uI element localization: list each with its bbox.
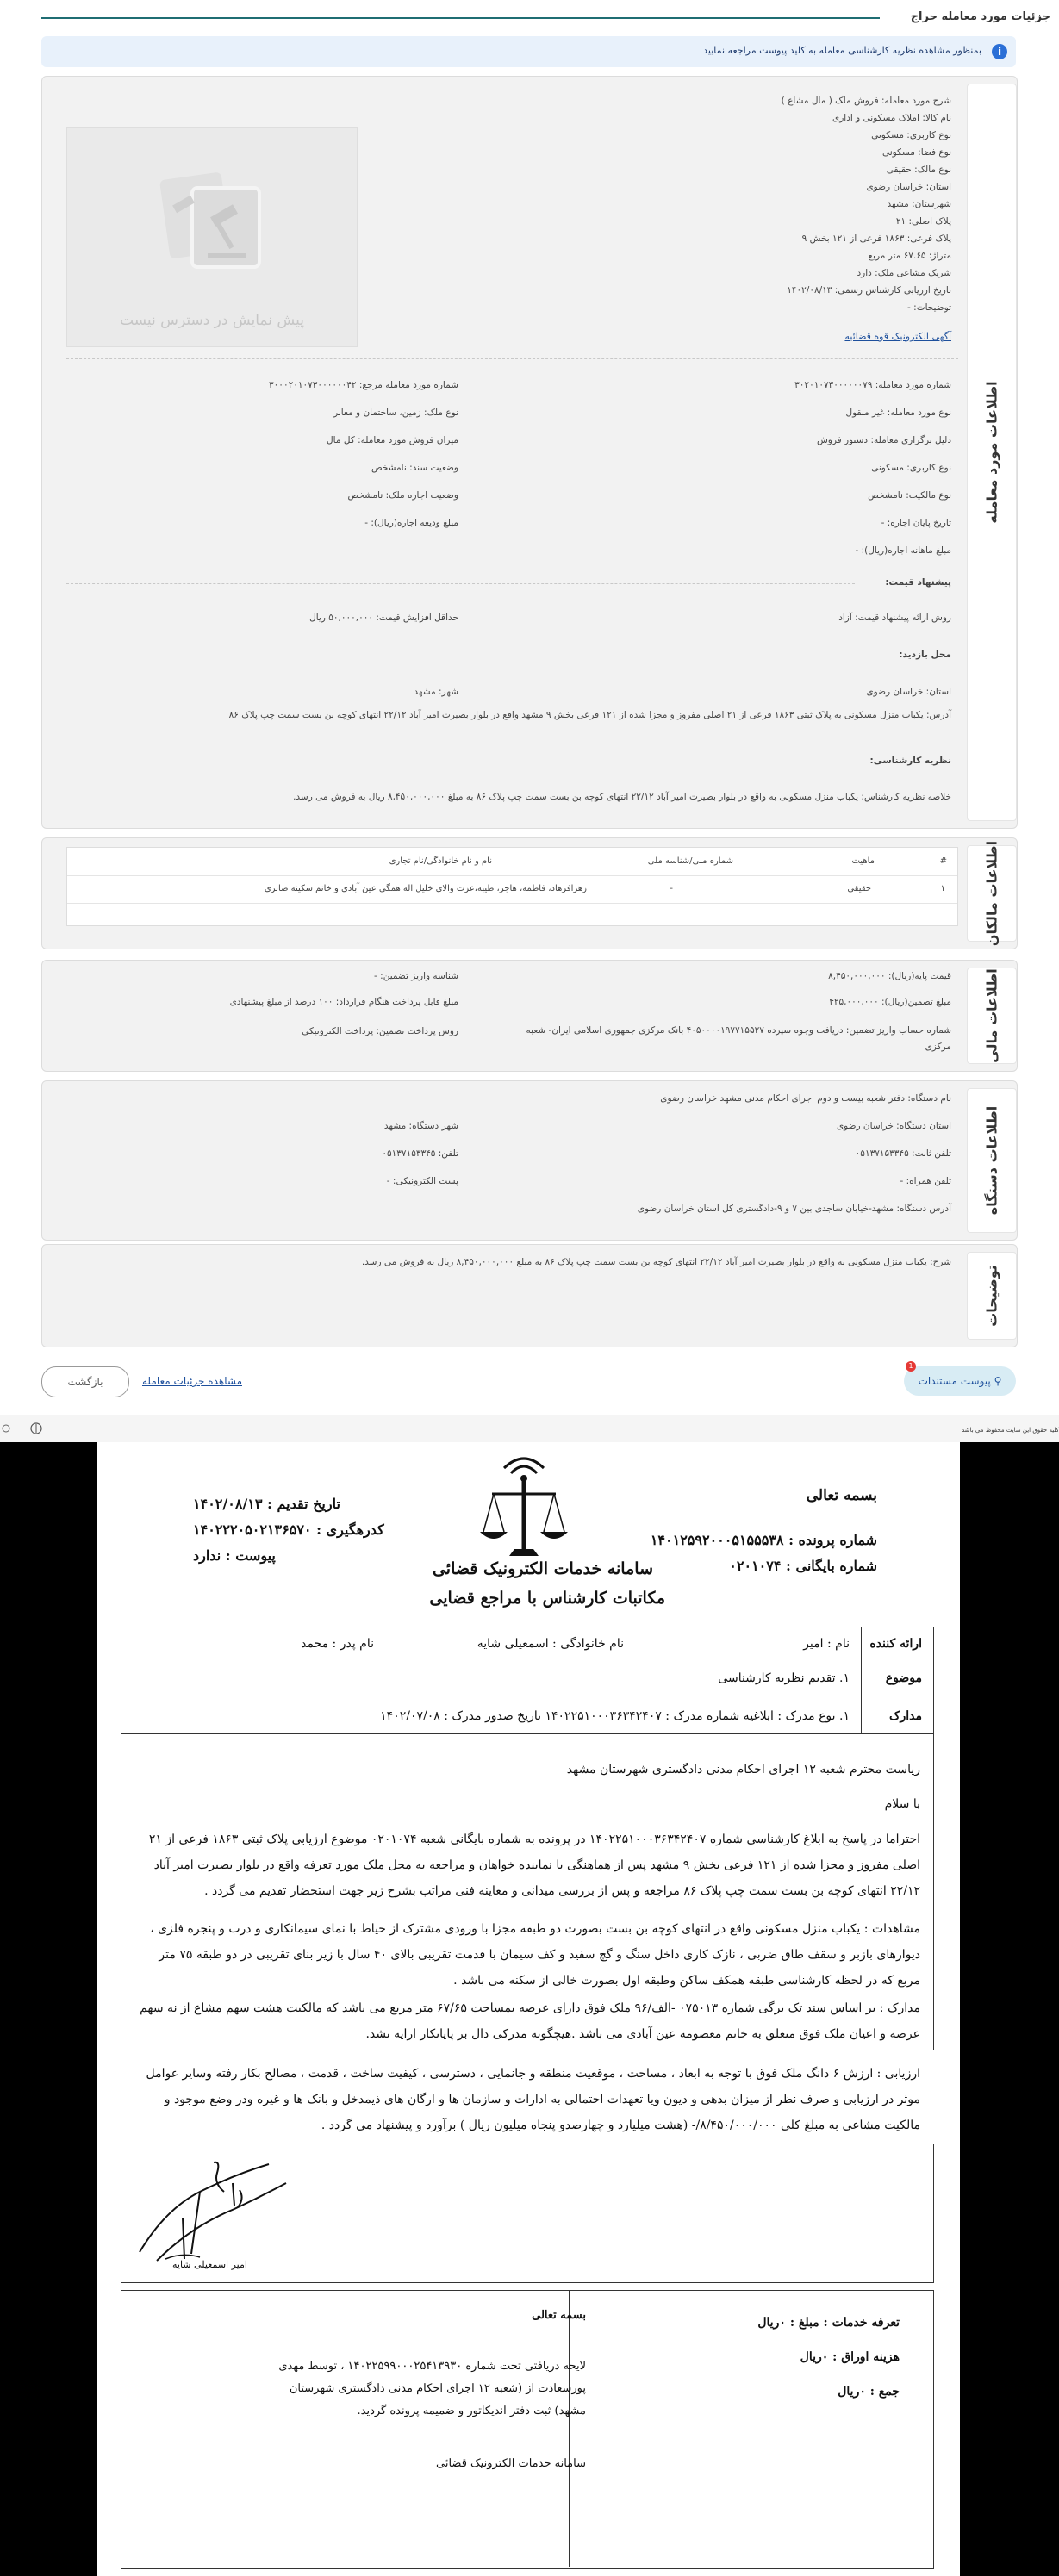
offer-section-title: پیشنهاد قیمت: [885, 577, 951, 588]
doc-receipt-footer: سامانه خدمات الکترونیک قضائی [436, 2457, 586, 2470]
expert-report-document [97, 1442, 960, 2576]
doc-fee-service: تعرفه خدمات : مبلغ : ۰ریال [757, 2316, 900, 2330]
deal-summary-field-3: نوع کاربری: مسکونی [871, 130, 951, 140]
deal-summary-field-4: نوع فضا: مسکونی [881, 147, 951, 158]
expert-summary: خلاصه نظریه کارشناس: یکباب منزل مسکونی به واقع در بلوار بصیرت امیر آباد ۲۲/۱۲ انتهای کوچه بن بست سمت چپ پلاک ۸۶ به مبلغ ۸,۴۵۰,۰۰۰,۰۰۰ ریال به فروش می رسد. [293, 792, 951, 802]
bond-payment-method: روش پرداخت تضمین: پرداخت الکترونیکی [302, 1026, 458, 1036]
deal-summary-field-11: شریک مشاعی ملک: دارد [857, 268, 951, 278]
auction-gavel-icon [147, 157, 277, 286]
footer-strip [0, 1415, 1059, 1442]
copyright-note: کلیه حقوق این سایت محفوظ می باشد [962, 1427, 1059, 1434]
emblem-icon [29, 1422, 43, 1435]
back-button[interactable]: بازگشت [41, 1366, 129, 1397]
deal-field-right-6: تاریخ پایان اجاره: - [881, 518, 951, 528]
attachment-notice [41, 36, 1016, 67]
doc-fee-total: جمع : ۰ریال [838, 2385, 900, 2399]
scales-of-justice-icon [477, 1454, 571, 1566]
breadcrumb-title: جزئیات مورد معامله حراج [910, 10, 1050, 23]
action-bar [41, 1363, 1016, 1397]
doc-provider-name: نام : امیر [803, 1637, 850, 1651]
deal-info-panel [41, 76, 1018, 829]
deal-summary-field-9: پلاک فرعی: ۱۸۶۳ فرعی از ۱۲۱ بخش ۹ [801, 233, 951, 244]
base-price: قیمت پایه(ریال): ۸,۴۵۰,۰۰۰,۰۰۰ [828, 971, 951, 981]
paperclip-icon: ⚲ [994, 1375, 1002, 1387]
owners-row-type: حقیقی [847, 884, 871, 893]
deal-field-left-6: مبلغ ودیعه اجاره(ریال): - [364, 518, 458, 528]
judiciary-ad-link[interactable]: آگهی الکترونیک قوه قضائیه [844, 331, 951, 342]
settings-icon [2, 1424, 10, 1433]
doc-archive-number: شماره بایگانی : ۰۲۰۱۰۷۴ [729, 1558, 877, 1574]
deal-field-right-1: شماره مورد معامله: ۳۰۲۰۱۰۷۳۰۰۰۰۰۰۷۹ [794, 380, 951, 390]
deal-summary-field-12: تاریخ ارزیابی کارشناس رسمی: ۱۴۰۲/۰۸/۱۳ [787, 285, 951, 296]
doc-case-number: شماره پرونده : ۱۴۰۱۲۵۹۲۰۰۰۵۱۵۵۵۳۸ [650, 1532, 877, 1548]
device-province: استان دستگاه: خراسان رضوی [836, 1121, 951, 1131]
owners-row-national-id: - [670, 884, 673, 893]
doc-provider-father: نام پدر : محمد [301, 1637, 374, 1651]
owners-panel [41, 837, 1018, 949]
visit-address: آدرس: یکباب منزل مسکونی به پلاک ثبتی ۱۸۶۳ فرعی از ۲۱ اصلی مفروز و مجزا شده از ۱۲۱ فرعی بخش ۹ مشهد واقع در بلوار بصیرت امیر آباد ۲۲/۱۲ انتهای کوچه بن بست سمت چپ پلاک ۸۶ [228, 710, 951, 720]
doc-attachment: پیوست : ندارد [193, 1547, 276, 1564]
doc-system-name: سامانه خدمات الکترونیک قضائی [432, 1559, 653, 1578]
device-panel [41, 1080, 1018, 1241]
device-city: شهر دستگاه: مشهد [383, 1121, 458, 1131]
deal-field-right-5: نوع مالکیت: نامشخص [868, 490, 951, 501]
bond-id: شناسه واریز تضمین: - [374, 971, 458, 981]
deal-field-left-3: میزان فروش مورد معامله: کل مال [327, 435, 458, 445]
financial-panel [41, 960, 1018, 1072]
deal-field-left-2: نوع ملک: زمین، ساختمان و معابر [333, 408, 458, 418]
doc-basmala: بسمه تعالی [806, 1487, 877, 1504]
breadcrumb [0, 0, 1059, 38]
offer-min-increase: حداقل افزایش قیمت: ۵۰,۰۰۰,۰۰۰ ریال [309, 613, 458, 623]
handwritten-signature [131, 2157, 303, 2269]
doc-documents-value: ۱. نوع مدرک : ابلاغیه شماره مدرک : ۱۴۰۲۲۵۱۰۰۰۳۶۳۴۲۴۰۷ تاریخ صدور مدرک : ۱۴۰۲/۰۷/۰۸ [380, 1709, 850, 1723]
deal-summary-field-8: پلاک اصلی: ۲۱ [895, 216, 951, 227]
deal-field-left-1: شماره مورد معامله مرجع: ۳۰۰۰۲۰۱۰۷۳۰۰۰۰۰۰۴۲ [269, 380, 458, 390]
tab-owners[interactable]: اطلاعات مالکان [967, 845, 1017, 942]
doc-greeting: با سلام [884, 1797, 920, 1811]
device-name: نام دستگاه: دفتر شعبه بیست و دوم اجرای احکام مدنی مشهد خراسان رضوی [660, 1093, 951, 1104]
divider [66, 583, 855, 584]
doc-receipt-text: لایحه دریافتی تحت شماره ۱۴۰۲۲۵۹۹۰۰۰۲۵۴۱۳۹۳۰ ، توسط مهدی پورسعادت از (شعبه ۱۲ اجرای احکام مدنی دادگستری شهرستان مشهد) ثبت دفتر اندیکاتور و ضمیمه پرونده گردید. [278, 2360, 586, 2417]
breadcrumb-divider [41, 17, 880, 19]
deal-field-left-4: وضعیت سند: نامشخص [371, 463, 458, 473]
owners-table [66, 847, 958, 926]
owners-row-index: ۱ [940, 884, 945, 893]
doc-system-subtitle: مکاتبات کارشناس با مراجع قضایی [429, 1589, 665, 1608]
owners-header-national-id: شماره ملی/شناسه ملی [647, 856, 733, 866]
deal-field-right-3: دلیل برگزاری معامله: دستور فروش [816, 435, 951, 445]
device-phone: تلفن ثابت: ۰۵۱۳۷۱۵۳۳۴۵ [855, 1148, 951, 1159]
attachments-button[interactable] [904, 1362, 1016, 1396]
property-photo-placeholder [66, 127, 358, 347]
tab-description[interactable]: توضیحات [967, 1252, 1017, 1340]
divider [66, 358, 958, 359]
bond-account: شماره حساب واریز تضمین: دریافت وجوه سپرده ۴۰۵۰۰۰۰۱۹۷۷۱۵۵۲۷ بانک مرکزی جمهوری اسلامی ایران- شعبه مرکزی [526, 1025, 951, 1052]
photo-unavailable-caption: پیش نمایش در دسترس نیست [120, 312, 304, 329]
device-address: آدرس دستگاه: مشهد-خیابان ساجدی بین ۷ و ۹-دادگستری کل استان خراسان رضوی [637, 1204, 951, 1214]
doc-salutation: ریاست محترم شعبه ۱۲ اجرای احکام مدنی دادگستری شهرستان مشهد [566, 1763, 920, 1776]
deal-summary-field-5: نوع مالک: حقیقی [886, 165, 951, 175]
device-mobile: تلفن همراه: - [900, 1176, 951, 1186]
visit-city: شهر: مشهد [414, 687, 458, 697]
deal-summary-field-10: متراژ: ۶۷.۶۵ متر مربع [868, 251, 951, 261]
description-text: شرح: یکباب منزل مسکونی به واقع در بلوار بصیرت امیر آباد ۲۲/۱۲ انتهای کوچه بن بست سمت چپ پلاک ۸۶ به مبلغ ۸,۴۵۰,۰۰۰,۰۰۰ ریال به فروش می رسد. [361, 1257, 951, 1267]
info-icon: i [992, 44, 1007, 59]
deal-summary-field-1: شرح مورد معامله: فروش ملک ( مال مشاع ) [781, 96, 951, 106]
deal-summary-field-2: نام کالا: املاک مسکونی و اداری [832, 113, 951, 123]
payment-on-contract: مبلغ قابل پرداخت هنگام قرارداد: ۱۰۰ درصد از مبلغ پیشنهادی [229, 997, 458, 1007]
owners-header-type: ماهیت [851, 856, 875, 866]
doc-paragraph-documents: مدارک : بر اساس سند تک برگی شماره ۰۷۵۰۱۳ -الف/۹۶ ملک فوق دارای عرصه بمساحت ۶۷/۶۵ متر مربع می باشد که مالکیت هشت سهم مشاع از نه سهم عرصه و اعیان ملک فوق متعلق به خانم معصومه عین آبادی می باشد .هیچگونه مدرکی دال بر پایانکار ارایه نشد. [140, 2001, 920, 2041]
deal-summary-field-6: استان: خراسان رضوی [866, 182, 951, 192]
doc-receipt-basmala: بسمه تعالی [532, 2309, 586, 2322]
owners-row-name: زهرافرهاد، فاطمه، هاجر، طیبه،عزت والای خلیل اله همگی عین آبادی و خانم سکینه صابری [264, 884, 587, 893]
doc-subject-label: موضوع [885, 1671, 922, 1685]
deal-field-left-5: وضعیت اجاره ملک: نامشخص [347, 490, 458, 501]
owners-header-index: # [939, 856, 947, 866]
device-fax: تلفن: ۰۵۱۳۷۱۵۳۳۴۵ [382, 1148, 458, 1159]
visit-section-title: محل بازدید: [899, 650, 951, 660]
tab-deal-info[interactable]: اطلاعات مورد معامله [967, 84, 1017, 821]
deal-field-right-4: نوع کاربری: مسکونی [871, 463, 951, 473]
offer-method: روش ارائه پیشنهاد قیمت: آزاد [838, 613, 951, 623]
deal-summary-field-7: شهرستان: مشهد [887, 199, 951, 209]
deal-summary-field-13: توضیحات: - [907, 302, 951, 313]
expert-section-title: نظریه کارشناسی: [869, 756, 951, 766]
doc-provider-family: نام خانوادگی : اسمعیلی شایه [477, 1637, 624, 1651]
doc-documents-label: مدارک [888, 1709, 922, 1723]
device-email: پست الکترونیکی: - [386, 1176, 458, 1186]
doc-signer-name: امیر اسمعیلی شایه [172, 2259, 247, 2270]
deal-details-link[interactable]: مشاهده جزئیات معامله [142, 1375, 242, 1387]
deal-field-right-2: نوع مورد معامله: غیر منقول [845, 408, 951, 418]
doc-paragraph-intro: احتراما در پاسخ به ابلاغ کارشناسی شماره ۱۴۰۲۲۵۱۰۰۰۳۶۳۴۲۴۰۷ در پرونده به شماره بایگانی شعبه ۰۲۰۱۰۷۴ موضوع ارزیابی پلاک ثبتی ۱۸۶۳ فرعی از ۲۱ اصلی مفروز و مجزا شده از ۱۲۱ فرعی بخش ۹ مشهد پس از هماهنگی با نماینده خواهان و مراجعه به محل ملک مورد تعرفه واقع در بلوار بصیرت امیر آباد ۲۲/۱۲ انتهای کوچه بن بست سمت چپ پلاک ۸۶ مراجعه و پس از بررسی میدانی و معاینه فنی مراتب بشرح زیر جهت استحضار تقدیم می گردد . [148, 1832, 920, 1898]
doc-receipt-frame [121, 2290, 934, 2569]
tab-device[interactable]: اطلاعات دستگاه [967, 1088, 1017, 1233]
deal-field-right-7: مبلغ ماهانه اجاره(ریال): - [855, 545, 951, 556]
owners-header-name: نام و نام خانوادگی/نام تجاری [389, 856, 492, 866]
doc-provider-label: ارائه کننده [869, 1637, 922, 1651]
visit-province: استان: خراسان رضوی [866, 687, 951, 697]
doc-fee-paper: هزینه اوراق : ۰ریال [800, 2350, 900, 2364]
doc-subject-value: ۱. تقدیم نظریه کارشناسی [718, 1671, 850, 1685]
doc-paragraph-valuation: ارزیابی : ارزش ۶ دانگ ملک فوق با توجه به ابعاد ، مساحت ، موقعیت منطقه و جانمایی ، دسترسی ، کیفیت ساخت ، قدمت ، مصالح بکار رفته وسایر عوامل موثر در ارزیابی و صرف نظر از میزان بدهی و دیون ویا تعهدات احتمالی به ادارات و سازمان ها و ارگان های ذیمدخل و بانک ها و غیره ودر وضع موجود و مالکیت مشاعی به مبلغ کلی ۸/۴۵۰/۰۰۰/۰۰۰/- (هشت میلیارد و چهارصدو پنجاه میلیون ریال ) برآورد و پیشنهاد می گردد . [146, 2067, 920, 2132]
doc-tracking-code: کدرهگیری : ۱۴۰۲۲۲۰۵۰۲۱۳۶۵۷۰ [193, 1521, 384, 1538]
doc-paragraph-observations: مشاهدات : یکباب منزل مسکونی واقع در انتهای کوچه بن بست بصورت دو طبقه مجزا با ورودی مشترک از حیاط با نمای سیمانکاری و درب و پنجره فلزی ، دیوارهای بازبر و سقف طاق ضربی ، نازک کاری داخل سنگ و گچ سفید و کف سیمان با قدمت تقریبی بالای ۴۰ سال با زیر بنای تقریبی در دو طبقه ۷۵ متر مربع که در لحظه کارشناسی طبقه همکف ساکن وطبقه اول بصورت خالی از سکنه می باشد . [150, 1922, 920, 1988]
bond-amount: مبلغ تضمین(ریال): ۴۲۵,۰۰۰,۰۰۰ [829, 997, 951, 1007]
description-panel [41, 1244, 1018, 1347]
attachments-count-badge: 1 [906, 1361, 916, 1372]
doc-submit-date: تاریخ تقدیم : ۱۴۰۲/۰۸/۱۳ [193, 1496, 340, 1512]
attachments-label: پیوست مستندات [918, 1375, 991, 1387]
tab-financial[interactable]: اطلاعات مالی [967, 968, 1017, 1064]
notice-text: بمنظور مشاهده نظریه کارشناسی معامله به کلید پیوست مراجعه نمایید [703, 45, 981, 56]
